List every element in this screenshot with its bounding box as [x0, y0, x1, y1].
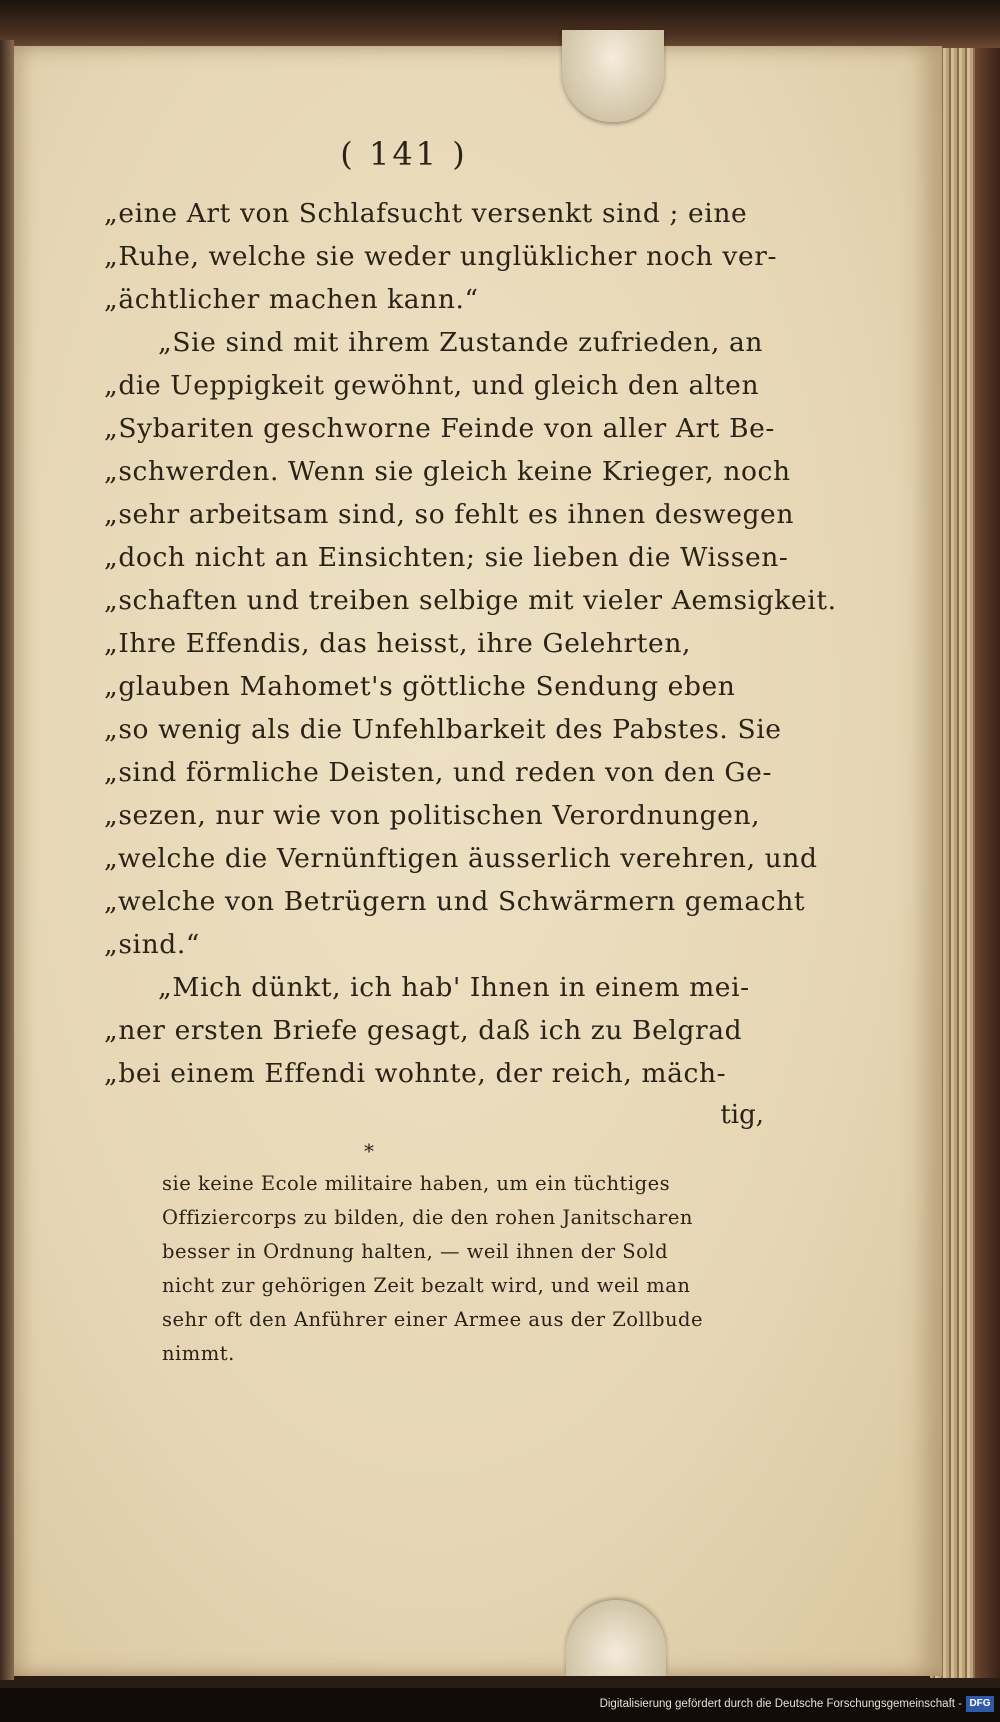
- text-line: „eine Art von Schlafsucht versenkt sind ; eine: [104, 198, 748, 229]
- footer-bar: [0, 1688, 1000, 1722]
- text-line: „Mich dünkt, ich hab' Ihnen in einem mei-: [158, 972, 750, 1003]
- text-line: „welche die Vernünftigen äusserlich verehren, und: [104, 843, 818, 874]
- funding-credit: Digitalisierung gefördert durch die Deutsche Forschungsgemeinschaft -: [599, 1698, 962, 1710]
- book-spine-top: [0, 0, 1000, 48]
- footnote-line: besser in Ordnung halten, — weil ihnen der Sold: [162, 1240, 669, 1263]
- text-line: „schaften und treiben selbige mit vieler Aemsigkeit.: [104, 585, 837, 616]
- page-number: ( 141 ): [340, 135, 468, 173]
- text-line: „ächtlicher machen kann.“: [104, 284, 479, 315]
- text-line: „ner ersten Briefe gesagt, daß ich zu Belgrad: [104, 1015, 743, 1046]
- cover-edge-right: [975, 48, 1000, 1678]
- text-line: „sezen, nur wie von politischen Verordnungen,: [104, 800, 761, 831]
- body-text: [104, 192, 837, 1095]
- paragraph: [104, 321, 837, 966]
- text-line: „welche von Betrügern und Schwärmern gemacht: [104, 886, 806, 917]
- paragraph: [104, 192, 778, 321]
- paragraph: [104, 966, 764, 1095]
- footnote: [104, 1167, 764, 1371]
- text-line: „doch nicht an Einsichten; sie lieben die Wissen-: [104, 542, 789, 573]
- footnote-line: nimmt.: [162, 1342, 235, 1365]
- dfg-logo: DFG: [966, 1696, 994, 1712]
- page-text: [104, 128, 837, 1371]
- text-line: „Ruhe, welche sie weder unglüklicher noch ver-: [104, 241, 778, 272]
- book-cover-edge: [0, 40, 14, 1680]
- text-line: „schwerden. Wenn sie gleich keine Krieger, noch: [104, 456, 791, 487]
- text-line: „sind förmliche Deisten, und reden von den Ge-: [104, 757, 772, 788]
- catchword: tig,: [720, 1100, 764, 1130]
- text-line: „die Ueppigkeit gewöhnt, und gleich den alten: [104, 370, 760, 401]
- footnote-line: nicht zur gehörigen Zeit bezalt wird, und weil man: [162, 1274, 691, 1297]
- text-line: „Ihre Effendis, das heisst, ihre Gelehrten,: [104, 628, 692, 659]
- footnote-line: sie keine Ecole militaire haben, um ein tüchtiges: [162, 1172, 671, 1195]
- text-line: „sehr arbeitsam sind, so fehlt es ihnen deswegen: [104, 499, 795, 530]
- text-line: „Sie sind mit ihrem Zustande zufrieden, an: [158, 327, 764, 358]
- footnote-mark: *: [364, 1139, 374, 1163]
- footnote-line: Offiziercorps zu bilden, die den rohen Janitscharen: [162, 1206, 693, 1229]
- text-line: „bei einem Effendi wohnte, der reich, mäch-: [104, 1058, 727, 1089]
- text-line: „Sybariten geschworne Feinde von aller Art Be-: [104, 413, 775, 444]
- text-line: „glauben Mahomet's göttliche Sendung eben: [104, 671, 736, 702]
- text-line: „sind.“: [104, 929, 201, 960]
- text-line: „so wenig als die Unfehlbarkeit des Pabstes. Sie: [104, 714, 782, 745]
- footnote-line: sehr oft den Anführer einer Armee aus der Zollbude: [162, 1308, 704, 1331]
